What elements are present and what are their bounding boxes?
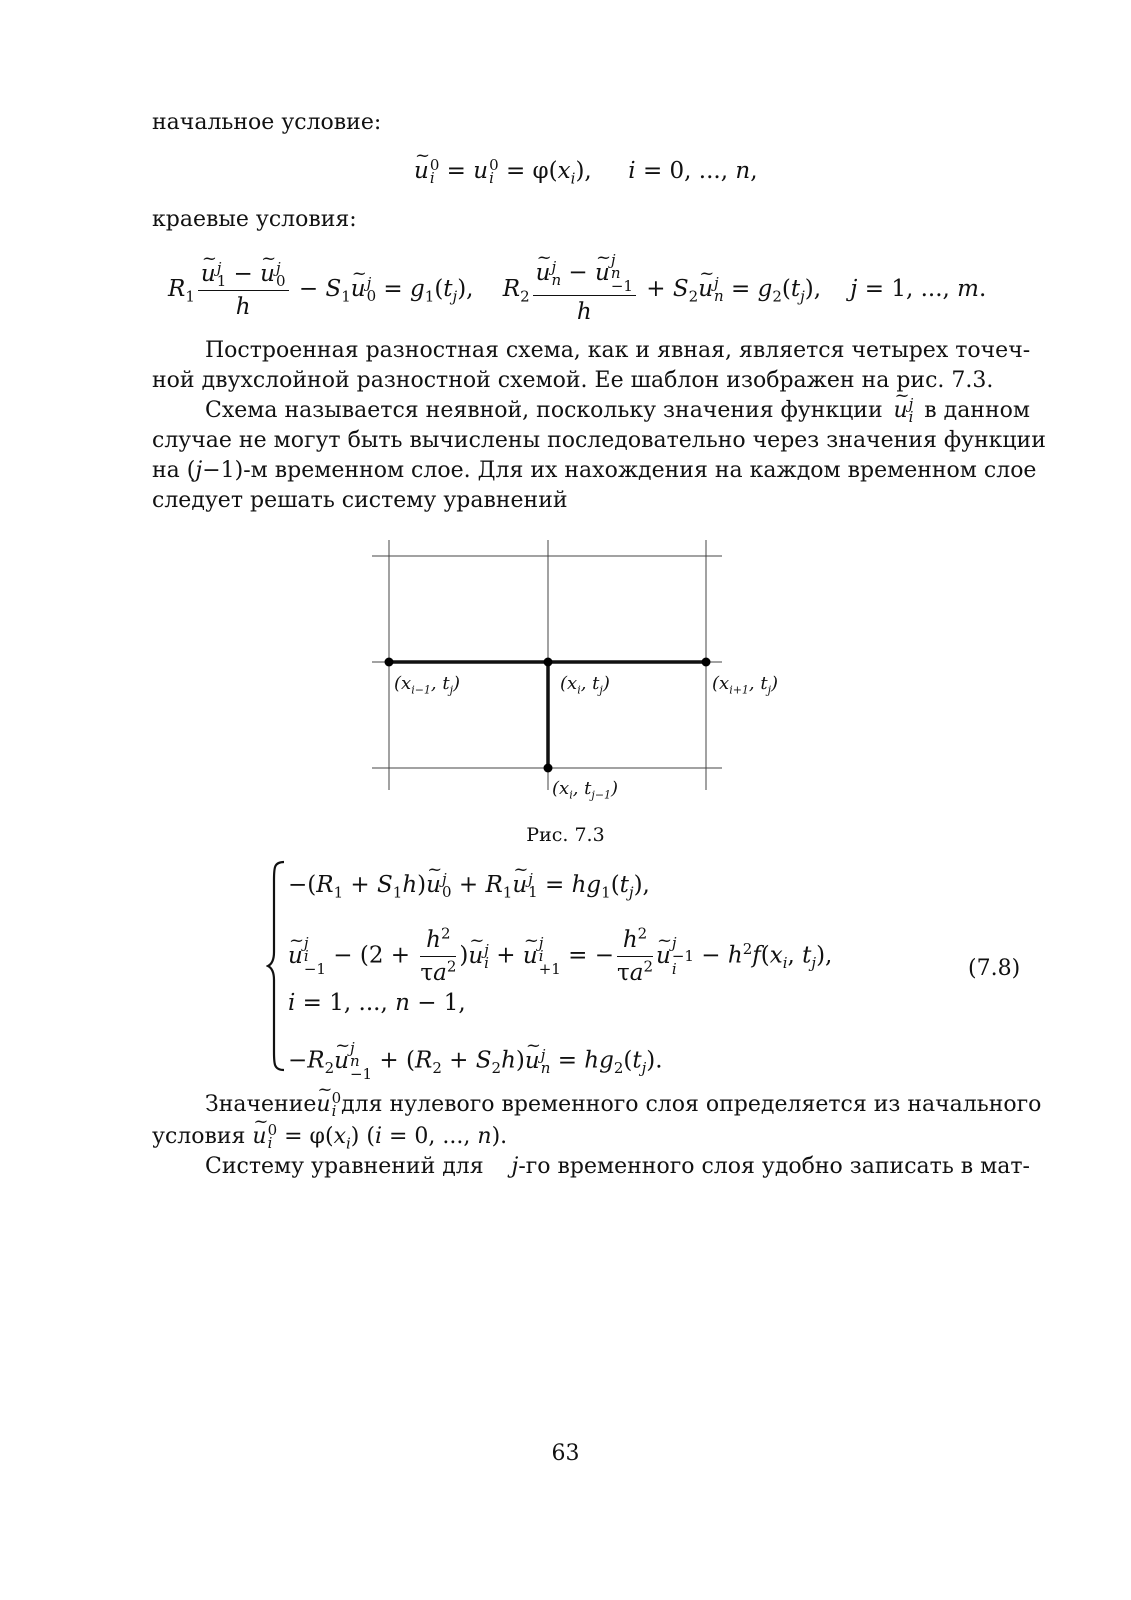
label-bottom-node: ($x_i$, $t_{j-1}$) bbox=[552, 778, 619, 802]
text-fragment: Значение bbox=[205, 1092, 317, 1117]
text-fragment: j-го временного слоя удобно записать в мат- bbox=[511, 1154, 1030, 1179]
text-fragment-a: на ( bbox=[152, 458, 196, 483]
label-center-node: ($x_i$, $t_j$) bbox=[560, 673, 610, 697]
system-eq-3: i = 1, ..., n − 1, bbox=[288, 990, 466, 1016]
equation-boundary-conditions: $R_1$ ~ u j 1 − ~ u j 0 h − $S_1\sim$ u j 0 = $g_1(t_j)$, $R_2$ ~ u j n − ~ u j n −1 h + $S_2\sim$ u j n = $g_2(t_j)$, j = 1, ..., m. bbox=[168, 254, 986, 326]
node-left bbox=[385, 658, 394, 667]
math-u-tilde-i0: ~ u 0 i bbox=[316, 1090, 341, 1120]
text-fragment: на (j−1)-м временном слое. Для их нахождения на каждом временном слое bbox=[152, 458, 1037, 483]
text-fragment: условия bbox=[152, 1124, 246, 1149]
paragraph-scheme-line-1: Построенная разностная схема, как и явная, является четырех точеч- bbox=[205, 338, 1031, 363]
paragraph-zero-layer-line-1 bbox=[205, 1089, 1042, 1120]
text-fragment: для нулевого временного слоя определяется из начального bbox=[341, 1092, 1042, 1117]
page-number: 63 bbox=[551, 1441, 580, 1466]
paragraph-initial-condition: начальное условие: bbox=[152, 110, 382, 135]
figure-caption: Рис. 7.3 bbox=[526, 824, 605, 846]
paragraph-scheme-line-2: ной двухслойной разностной схемой. Ее шаблон изображен на рис. 7.3. bbox=[152, 368, 994, 393]
paragraph-matrix-line-1 bbox=[205, 1152, 1030, 1182]
text-fragment-b: )-м временном слое. Для их нахождения на каждом временном слое bbox=[234, 458, 1037, 483]
system-eq-4: $-R_2\sim$ u j n −1 + ($R_2$ + $S_2h)\sim$ u j n = $hg_2(t_j)$. bbox=[288, 1042, 663, 1081]
stencil-figure bbox=[368, 536, 788, 806]
equation-number: (7.8) bbox=[968, 956, 1021, 981]
system-brace bbox=[266, 860, 288, 1072]
text-fragment: в данном bbox=[924, 398, 1030, 423]
paragraph-implicit-line-1 bbox=[205, 396, 1030, 426]
node-center bbox=[544, 658, 553, 667]
text-fragment: ( bbox=[366, 1124, 375, 1149]
label-right-node: ($x_{i+1}$, $t_j$) bbox=[712, 673, 779, 697]
system-eq-2: ~ u j i −1 − (2 + $\frac{h^2}{\tau a^2}$ )~ u j i + ~ u j i +1 = − $\frac{h^2}{\tau a^2}$ ~ u j −1 i − $h^2f(x_i$, $t_j$), bbox=[288, 926, 832, 987]
paragraph-boundary-conditions: краевые условия: bbox=[152, 207, 357, 232]
paragraph-zero-layer-line-2: условия ~ u 0 i = $\varphi(x_i) (i = 0$, ..., n). bbox=[152, 1122, 1030, 1152]
node-bottom bbox=[544, 764, 553, 773]
text-fragment: Систему уравнений для bbox=[205, 1154, 484, 1179]
text-fragment: ). bbox=[491, 1124, 508, 1149]
paragraph-implicit-line-2: случае не могут быть вычислены последовательно через значения функции bbox=[152, 428, 1046, 453]
text-fragment: Схема называется неявной, поскольку значения функции bbox=[205, 398, 883, 423]
text-fragment-b: -го временного слоя удобно записать в мат- bbox=[518, 1154, 1030, 1179]
label-left-node: ($x_{i-1}$, $t_j$) bbox=[394, 673, 461, 697]
paragraph-implicit-line-3 bbox=[152, 456, 1037, 486]
math-u-tilde-ij: ~ u j i bbox=[893, 396, 913, 426]
node-right bbox=[702, 658, 711, 667]
paragraph-implicit-line-4: следует решать систему уравнений bbox=[152, 488, 568, 513]
system-eq-1: $-(R_1$ + $S_1h)\sim$ u j 0 + $R_1\sim$ u j 1 = $hg_1(t_j)$, bbox=[288, 870, 650, 900]
equation-initial-condition: ~ u 0 i = u 0 i = $\varphi(x_i)$, i = 0, ..., n, bbox=[414, 156, 758, 186]
